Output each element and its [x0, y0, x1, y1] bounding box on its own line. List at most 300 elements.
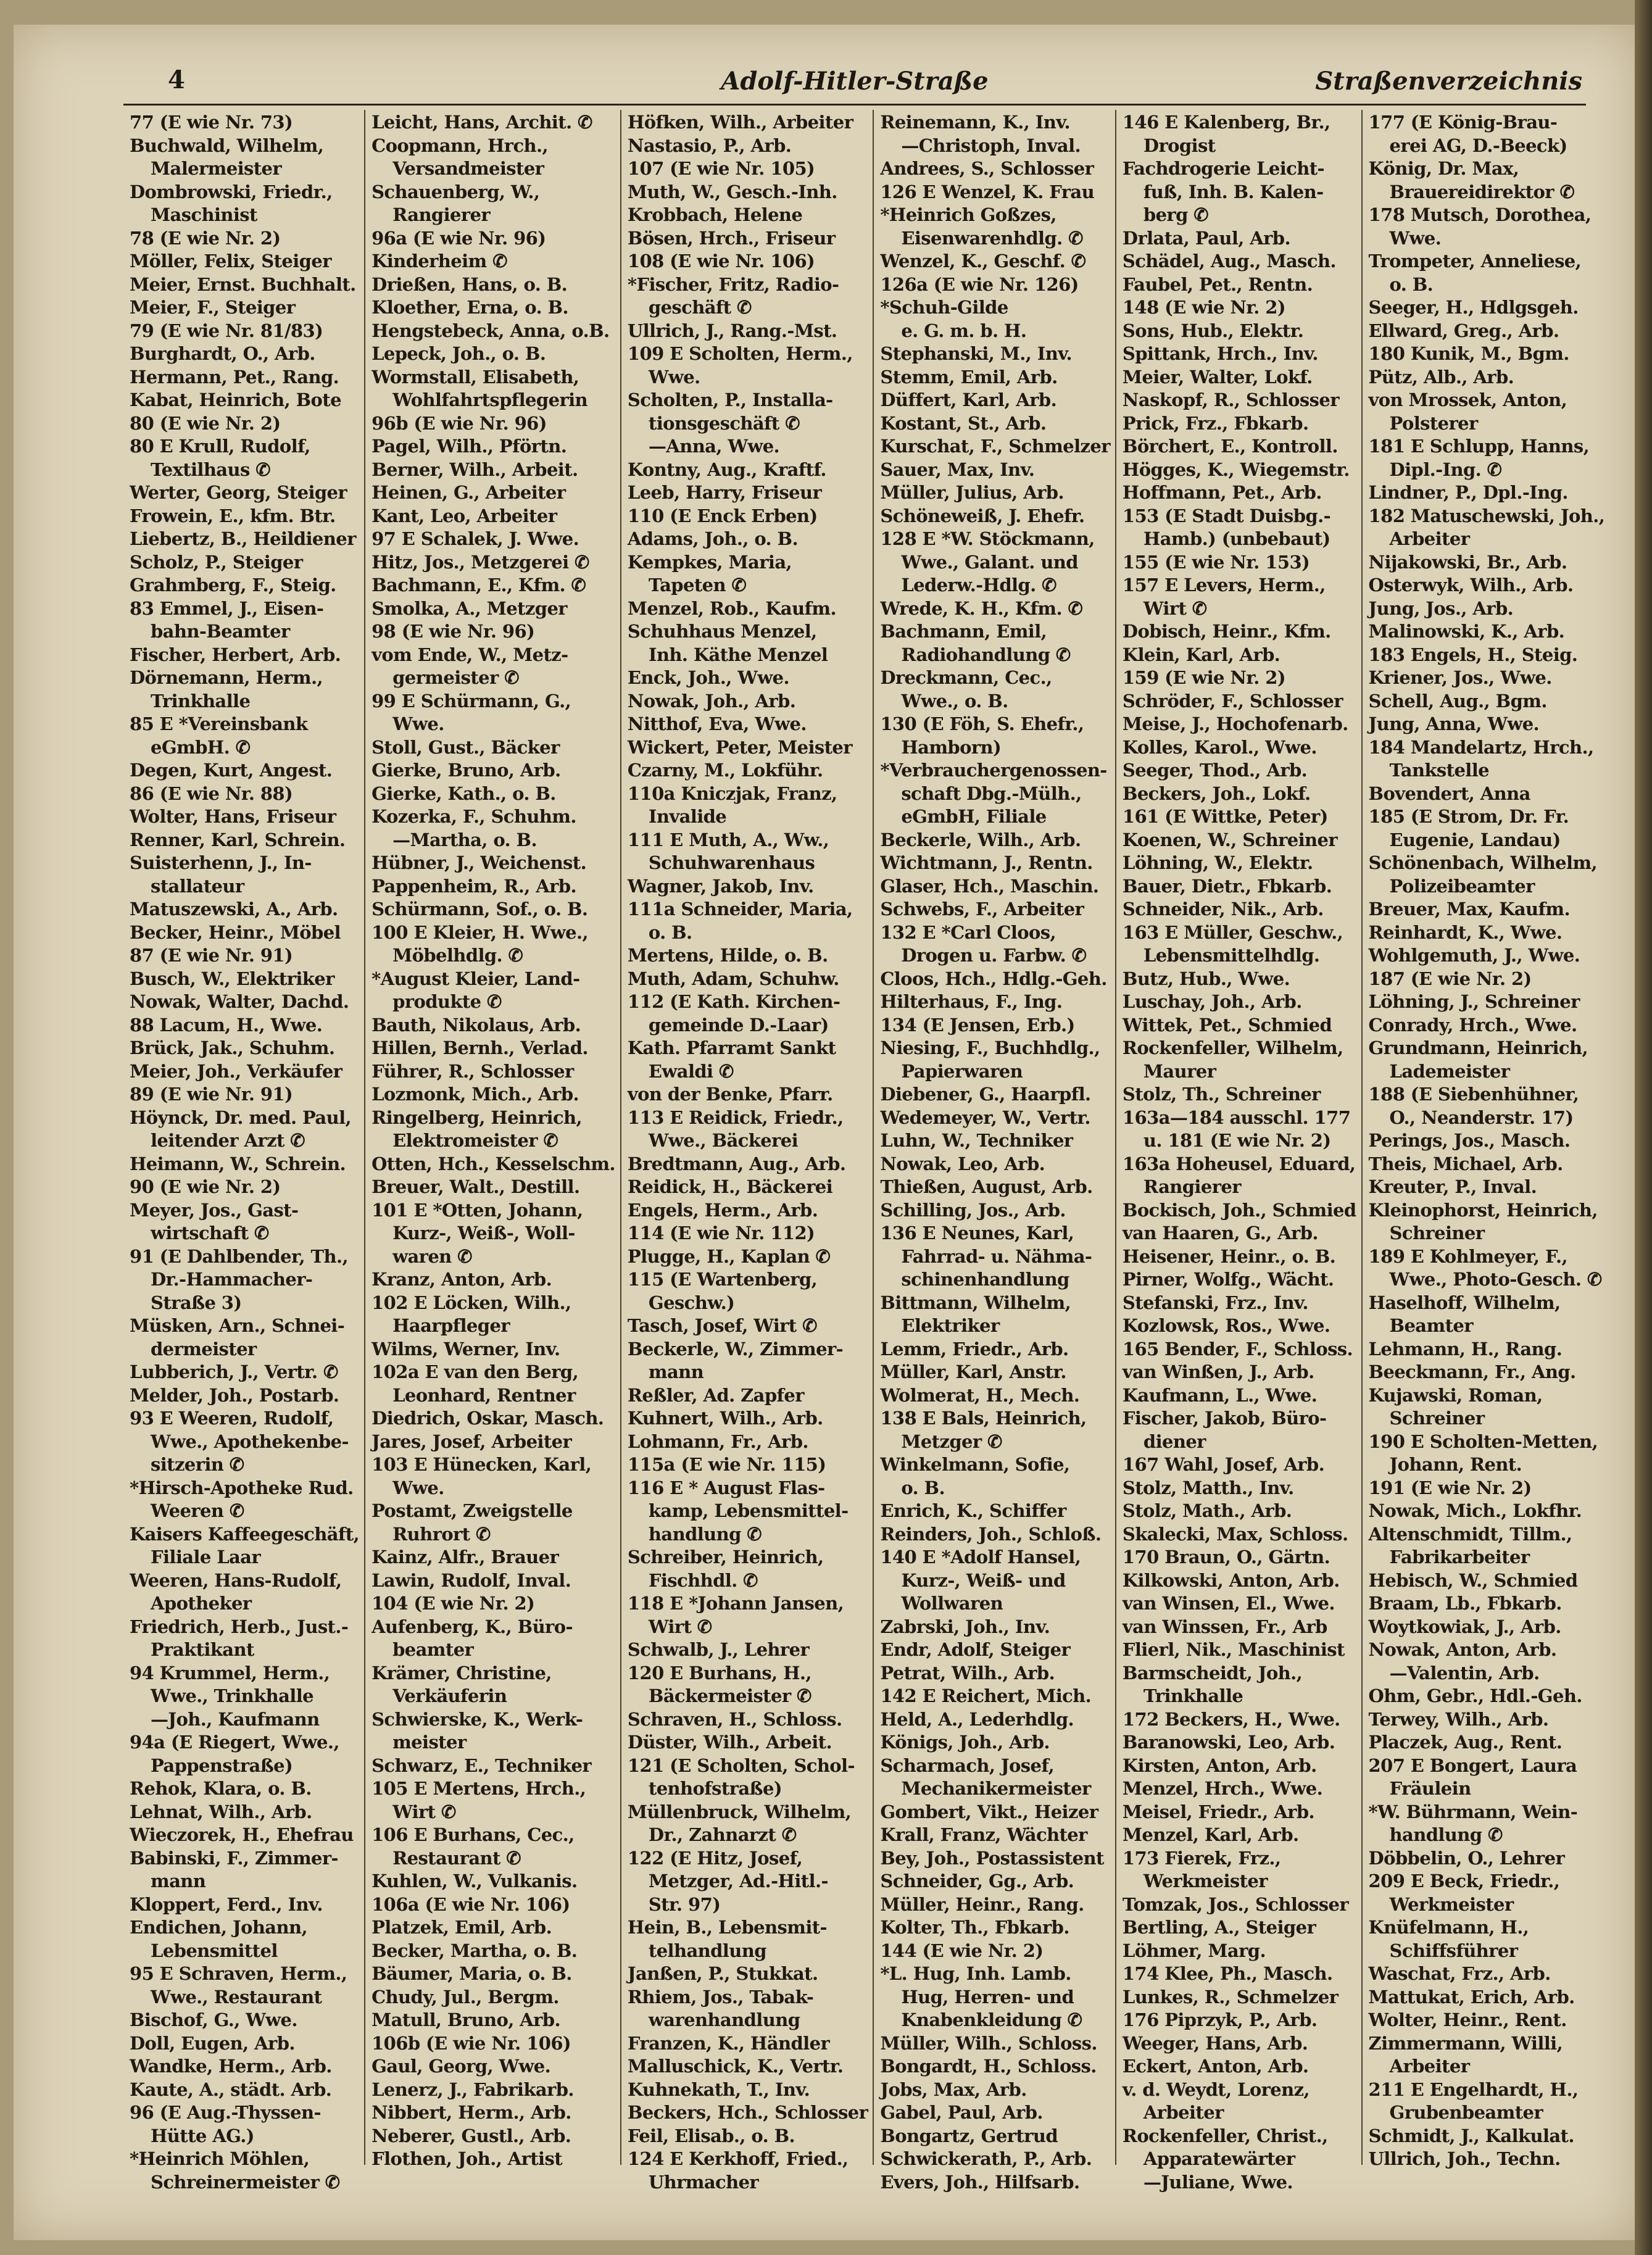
- directory-entry: Aufenberg, K., Büro-: [371, 1616, 573, 1637]
- directory-entry: 88 Lacum, H., Wwe.: [130, 1014, 323, 1036]
- directory-entry: Maschinist: [151, 204, 257, 225]
- directory-entry: Schell, Aug., Bgm.: [1368, 690, 1547, 712]
- directory-entry: —Anna, Wwe.: [648, 436, 780, 457]
- directory-entry: Wwe.: [392, 713, 444, 734]
- directory-entry: Stoll, Gust., Bäcker: [371, 736, 560, 758]
- directory-entry: Müller, Wilh., Schloss.: [880, 2032, 1097, 2054]
- directory-entry: Fachdrogerie Leicht-: [1122, 158, 1324, 179]
- directory-entry: Kreuter, P., Inval.: [1368, 1176, 1537, 1197]
- directory-entry: —Juliane, Wwe.: [1143, 2171, 1293, 2193]
- directory-entry: 89 (E wie Nr. 91): [130, 1084, 293, 1105]
- directory-entry: 180 Kunik, M., Bgm.: [1368, 343, 1569, 364]
- directory-entry: telhandlung: [648, 1940, 766, 1961]
- directory-entry: Reidick, H., Bäckerei: [627, 1176, 833, 1197]
- directory-entry: Lubberich, J., Vertr. ✆: [130, 1361, 338, 1382]
- directory-entry: 98 (E wie Nr. 96): [371, 621, 535, 642]
- directory-entry: *W. Bührmann, Wein-: [1368, 1801, 1578, 1822]
- directory-entry: Platzek, Emil, Arb.: [371, 1917, 552, 1938]
- directory-entry: Gierke, Bruno, Arb.: [371, 760, 561, 781]
- directory-entry: vom Ende, W., Metz-: [371, 644, 568, 665]
- directory-entry: Tapeten ✆: [648, 575, 747, 596]
- directory-entry: 115a (E wie Nr. 115): [627, 1454, 826, 1475]
- directory-entry: Kolter, Th., Fbkarb.: [880, 1917, 1069, 1938]
- directory-entry: Zimmermann, Willi,: [1368, 2032, 1563, 2054]
- directory-entry: Düster, Wilh., Arbeit.: [627, 1732, 832, 1753]
- directory-entry: Uhrmacher: [648, 2171, 759, 2193]
- directory-entry: Kloether, Erna, o. B.: [371, 297, 568, 318]
- directory-entry: 181 E Schlupp, Hanns,: [1368, 436, 1590, 457]
- directory-entry: Möller, Felix, Steiger: [130, 251, 331, 272]
- directory-entry: Renner, Karl, Schrein.: [130, 829, 346, 850]
- directory-entry: Rehok, Klara, o. B.: [130, 1778, 312, 1799]
- directory-entry: Malinowski, K., Arb.: [1368, 621, 1565, 642]
- directory-entry: Tankstelle: [1389, 760, 1489, 781]
- directory-entry: Luschay, Joh., Arb.: [1122, 991, 1302, 1012]
- directory-entry: 83 Emmel, J., Eisen-: [130, 597, 324, 619]
- directory-entry: Wilms, Werner, Inv.: [371, 1338, 560, 1360]
- directory-entry: van Winssen, Fr., Arb: [1122, 1616, 1327, 1637]
- directory-entry: Rangierer: [1143, 1176, 1241, 1197]
- directory-entry: 106 E Burhans, Cec.,: [371, 1824, 575, 1845]
- directory-entry: Schwebs, F., Arbeiter: [880, 899, 1084, 920]
- directory-entry: Wohlgemuth, J., Wwe.: [1368, 945, 1580, 966]
- directory-entry: Jares, Josef, Arbeiter: [371, 1431, 572, 1452]
- directory-entry: Rangierer: [392, 204, 491, 225]
- directory-entry: Reßler, Ad. Zapfer: [627, 1384, 804, 1406]
- directory-entry: Flierl, Nik., Maschinist: [1122, 1639, 1345, 1660]
- directory-entry: Müller, Julius, Arb.: [880, 482, 1064, 503]
- directory-entry: Nitthof, Eva, Wwe.: [627, 713, 807, 734]
- directory-entry: Klein, Karl, Arb.: [1122, 644, 1281, 665]
- directory-entry: 183 Engels, H., Steig.: [1368, 644, 1578, 665]
- directory-entry: Hebisch, W., Schmied: [1368, 1569, 1578, 1591]
- directory-entry: Kranz, Anton, Arb.: [371, 1269, 552, 1290]
- directory-entry: schaft Dbg.-Mülh.,: [901, 783, 1082, 804]
- directory-entry: 136 E Neunes, Karl,: [880, 1223, 1074, 1244]
- directory-entry: Lemm, Friedr., Arb.: [880, 1338, 1069, 1360]
- directory-entry: Chudy, Jul., Bergm.: [371, 1986, 559, 2008]
- directory-entry: Glaser, Hch., Maschin.: [880, 875, 1099, 897]
- directory-entry: Schönenbach, Wilhelm,: [1368, 852, 1598, 873]
- directory-entry: Kostant, St., Arb.: [880, 412, 1047, 434]
- directory-entry: Lenerz, J., Fabrikarb.: [371, 2079, 574, 2100]
- directory-entry: Pirner, Wolfg., Wächt.: [1122, 1269, 1334, 1290]
- directory-entry: Enck, Joh., Wwe.: [627, 667, 789, 688]
- directory-entry: Eugenie, Landau): [1389, 829, 1561, 850]
- directory-entry: Wolmerat, H., Mech.: [880, 1384, 1080, 1406]
- directory-entry: Dreckmann, Cec.,: [880, 667, 1052, 688]
- directory-entry: Malluschick, K., Vertr.: [627, 2056, 844, 2077]
- directory-entry: 94a (E Riegert, Wwe.,: [130, 1732, 339, 1753]
- directory-entry: 108 (E wie Nr. 106): [627, 251, 815, 272]
- directory-entry: Sauer, Max, Inv.: [880, 459, 1035, 480]
- directory-entry: Elektromeister ✆: [392, 1130, 558, 1151]
- directory-entry: v. d. Weydt, Lorenz,: [1122, 2079, 1310, 2100]
- directory-entry: Wenzel, K., Geschf. ✆: [880, 251, 1086, 272]
- directory-entry: Kilkowski, Anton, Arb.: [1122, 1569, 1340, 1591]
- directory-entry: 163a—184 ausschl. 177: [1122, 1107, 1351, 1128]
- directory-entry: 96a (E wie Nr. 96): [371, 227, 546, 249]
- directory-entry: Thießen, August, Arb.: [880, 1176, 1093, 1197]
- street-heading: Adolf-Hitler-Straße: [721, 67, 989, 96]
- directory-entry: Haarpfleger: [392, 1315, 510, 1336]
- directory-entry: gemeinde D.-Laar): [648, 1014, 829, 1036]
- directory-entry: 106a (E wie Nr. 106): [371, 1893, 570, 1915]
- directory-entry: 96 (E Aug.-Thyssen-: [130, 2102, 321, 2123]
- directory-entry: 144 (E wie Nr. 2): [880, 1940, 1044, 1961]
- directory-entry: Trompeter, Anneliese,: [1368, 251, 1582, 272]
- directory-entry: Woytkowiak, J., Arb.: [1368, 1616, 1561, 1637]
- directory-entry: Bäumer, Maria, o. B.: [371, 1963, 572, 1984]
- directory-entry: Hein, B., Lebensmit-: [627, 1917, 827, 1938]
- directory-entry: Krämer, Christine,: [371, 1662, 552, 1684]
- directory-entry: Muth, W., Gesch.-Inh.: [627, 181, 837, 202]
- directory-entry: Czarny, M., Lokführ.: [627, 760, 823, 781]
- directory-entry: Verkäuferin: [392, 1685, 507, 1706]
- directory-entry: Ullrich, J., Rang.-Mst.: [627, 320, 837, 341]
- directory-entry: Lunkes, R., Schmelzer: [1122, 1986, 1339, 2008]
- directory-entry: Ullrich, Joh., Techn.: [1368, 2148, 1561, 2169]
- directory-entry: Niesing, F., Buchhdlg.,: [880, 1037, 1100, 1058]
- directory-entry: Plugge, H., Kaplan ✆: [627, 1245, 831, 1267]
- directory-entry: 189 E Kohlmeyer, F.,: [1368, 1245, 1568, 1267]
- directory-entry: Str. 97): [648, 1893, 721, 1915]
- directory-entry: O., Neanderstr. 17): [1389, 1107, 1574, 1128]
- directory-entry: Kurz-, Weiß- und: [901, 1569, 1066, 1591]
- directory-entry: berg ✆: [1143, 204, 1208, 225]
- directory-entry: Fischer, Herbert, Arb.: [130, 644, 341, 665]
- directory-entry: Bauer, Dietr., Fbkarb.: [1122, 875, 1332, 897]
- directory-entry: Tasch, Josef, Wirt ✆: [627, 1315, 817, 1336]
- column-1: [123, 110, 365, 2193]
- directory-entry: 124 E Kerkhoff, Fried.,: [627, 2148, 849, 2169]
- directory-entry: 132 E *Carl Cloos,: [880, 921, 1056, 943]
- section-title: Straßenverzeichnis: [1315, 67, 1582, 96]
- directory-entry: Inh. Käthe Menzel: [648, 644, 828, 665]
- directory-entry: beamter: [392, 1639, 474, 1660]
- book-spine-edge: [1635, 0, 1652, 2255]
- directory-entry: Kempkes, Maria,: [627, 551, 792, 573]
- directory-entry: Fischer, Jakob, Büro-: [1122, 1408, 1327, 1429]
- directory-entry: bahn-Beamter: [151, 621, 290, 642]
- directory-entry: Straße 3): [151, 1292, 242, 1313]
- directory-entry: 178 Mutsch, Dorothea,: [1368, 204, 1592, 225]
- directory-entry: Kuhnert, Wilh., Arb.: [627, 1408, 823, 1429]
- directory-entry: handlung ✆: [1389, 1824, 1503, 1845]
- directory-entry: Franzen, K., Händler: [627, 2032, 830, 2054]
- directory-entry: 174 Klee, Ph., Masch.: [1122, 1963, 1333, 1984]
- directory-entry: warenhandlung: [648, 2009, 800, 2030]
- directory-entry: Düffert, Karl, Arb.: [880, 389, 1057, 410]
- directory-entry: 97 E Schalek, J. Wwe.: [371, 528, 579, 549]
- directory-entry: Höfken, Wilh., Arbeiter: [627, 112, 853, 133]
- directory-entry: eGmbH, Filiale: [901, 806, 1047, 827]
- directory-entry: Kuhnekath, T., Inv.: [627, 2079, 810, 2100]
- directory-entry: Textilhaus ✆: [151, 459, 270, 480]
- directory-entry: Bredtmann, Aug., Arb.: [627, 1153, 846, 1174]
- directory-entry: Mattukat, Erich, Arb.: [1368, 1986, 1575, 2008]
- directory-entry: 157 E Levers, Herm.,: [1122, 575, 1326, 596]
- directory-entry: Faubel, Pet., Rentn.: [1122, 273, 1313, 295]
- directory-entry: Filiale Laar: [151, 1547, 261, 1568]
- directory-entry: Kozlowsk, Ros., Wwe.: [1122, 1315, 1330, 1336]
- directory-entry: 110a Kniczjak, Franz,: [627, 783, 837, 804]
- directory-entry: Hütte AG.): [151, 2125, 254, 2146]
- directory-entry: 140 E *Adolf Hansel,: [880, 1547, 1081, 1568]
- directory-entry: Ewaldi ✆: [648, 1060, 734, 1082]
- directory-entry: Pütz, Alb., Arb.: [1368, 366, 1514, 388]
- directory-entry: Schreinermeister ✆: [151, 2171, 340, 2193]
- directory-entry: 101 E *Otten, Johann,: [371, 1199, 583, 1221]
- directory-entry: o. B.: [1389, 273, 1434, 295]
- directory-entry: Bachmann, E., Kfm. ✆: [371, 575, 586, 596]
- directory-entry: Högges, K., Wiegemstr.: [1122, 459, 1350, 480]
- directory-entry: 111 E Muth, A., Ww.,: [627, 829, 829, 850]
- directory-entry: Schmidt, J., Kalkulat.: [1368, 2125, 1574, 2146]
- directory-entry: 90 (E wie Nr. 2): [130, 1176, 281, 1197]
- directory-entry: Wagner, Jakob, Inv.: [627, 875, 814, 897]
- directory-entry: 182 Matuschewski, Joh.,: [1368, 505, 1605, 526]
- directory-entry: Jung, Jos., Arb.: [1368, 597, 1514, 619]
- directory-entry: Bauth, Nikolaus, Arb.: [371, 1014, 581, 1036]
- directory-entry: Dr.-Hammacher-: [151, 1269, 313, 1290]
- directory-entry: Schilling, Jos., Arb.: [880, 1199, 1066, 1221]
- directory-entry: Pappenheim, R., Arb.: [371, 875, 576, 897]
- directory-entry: Melder, Joh., Postarb.: [130, 1384, 339, 1406]
- directory-entry: Meier, Joh., Verkäufer: [130, 1060, 342, 1082]
- directory-entry: 128 E *W. Stöckmann,: [880, 528, 1095, 549]
- directory-entry: *Heinrich Goßzes,: [880, 204, 1056, 225]
- directory-entry: 115 (E Wartenberg,: [627, 1269, 818, 1290]
- directory-entry: Hengstebeck, Anna, o.B.: [371, 320, 610, 341]
- directory-entry: 146 E Kalenberg, Br.,: [1122, 112, 1330, 133]
- directory-entry: Meier, Walter, Lokf.: [1122, 366, 1313, 388]
- directory-entry: Kaisers Kaffeegeschäft,: [130, 1523, 360, 1545]
- directory-entry: 94 Krummel, Herm.,: [130, 1662, 330, 1684]
- directory-entry: Breuer, Max, Kaufm.: [1368, 899, 1570, 920]
- directory-entry: Liebertz, B., Heildiener: [130, 528, 356, 549]
- directory-entry: Werkmeister: [1389, 1893, 1514, 1915]
- directory-entry: dermeister: [151, 1338, 257, 1360]
- directory-entry: u. 181 (E wie Nr. 2): [1143, 1130, 1331, 1151]
- directory-entry: Wandke, Herm., Arb.: [130, 2056, 332, 2077]
- directory-entry: Schreiber, Heinrich,: [627, 1547, 824, 1568]
- directory-entry: Friedrich, Herb., Just.-: [130, 1616, 349, 1637]
- directory-entry: *L. Hug, Inh. Lamb.: [880, 1963, 1071, 1984]
- directory-entry: handlung ✆: [648, 1523, 762, 1545]
- directory-entry: Berner, Wilh., Arbeit.: [371, 459, 578, 480]
- directory-entry: 100 E Kleier, H. Wwe.,: [371, 921, 588, 943]
- directory-entry: Stephanski, M., Inv.: [880, 343, 1073, 364]
- directory-entry: Kant, Leo, Arbeiter: [371, 505, 557, 526]
- directory-entry: König, Dr. Max,: [1368, 158, 1519, 179]
- directory-entry: Grundmann, Heinrich,: [1368, 1037, 1588, 1058]
- directory-entry: —Joh., Kaufmann: [151, 1708, 320, 1730]
- directory-entry: Ringelberg, Heinrich,: [371, 1107, 583, 1128]
- directory-entry: Koenen, W., Schreiner: [1122, 829, 1338, 850]
- directory-entry: Fischhdl. ✆: [648, 1569, 758, 1591]
- directory-entry: Feil, Elisab., o. B.: [627, 2125, 795, 2146]
- directory-entry: van Winsen, El., Wwe.: [1122, 1593, 1335, 1614]
- directory-entry: 118 E *Johann Jansen,: [627, 1593, 844, 1614]
- directory-entry: Metzger ✆: [901, 1431, 1002, 1452]
- directory-entry: Weeren, Hans-Rudolf,: [130, 1569, 342, 1591]
- directory-entry: Polizeibeamter: [1389, 875, 1535, 897]
- directory-entry: Lebensmittel: [151, 1940, 278, 1961]
- directory-entry: Placzek, Aug., Rent.: [1368, 1732, 1563, 1753]
- directory-entry: Weeger, Hans, Arb.: [1122, 2032, 1308, 2054]
- directory-entry: Trinkhalle: [1143, 1685, 1243, 1706]
- directory-entry: Reinhardt, K., Wwe.: [1368, 921, 1563, 943]
- directory-entry: van Winßen, J., Arb.: [1122, 1361, 1314, 1382]
- directory-entry: Schreiner: [1389, 1408, 1485, 1429]
- directory-entry: Schwierske, K., Werk-: [371, 1708, 583, 1730]
- directory-entry: Beckerle, Wilh., Arb.: [880, 829, 1081, 850]
- directory-entry: 148 (E wie Nr. 2): [1122, 297, 1286, 318]
- directory-entry: Wrede, K. H., Kfm. ✆: [880, 597, 1083, 619]
- directory-entry: 106b (E wie Nr. 106): [371, 2032, 571, 2054]
- directory-entry: Knabenkleidung ✆: [901, 2009, 1082, 2030]
- directory-entry: Andrees, S., Schlosser: [880, 158, 1094, 179]
- directory-entry: Polsterer: [1389, 412, 1478, 434]
- directory-entry: Winkelmann, Sofie,: [880, 1454, 1070, 1475]
- directory-entry: Kaufmann, L., Wwe.: [1122, 1384, 1318, 1406]
- directory-entry: Altenschmidt, Tillm.,: [1368, 1523, 1572, 1545]
- directory-entry: Engels, Herm., Arb.: [627, 1199, 818, 1221]
- directory-entry: *Verbrauchergenossen-: [880, 760, 1107, 781]
- directory-entry: Kath. Pfarramt Sankt: [627, 1037, 836, 1058]
- directory-entry: 188 (E Siebenhühner,: [1368, 1084, 1579, 1105]
- directory-entry: 161 (E Wittke, Peter): [1122, 806, 1328, 827]
- directory-entry: Butz, Hub., Wwe.: [1122, 968, 1290, 989]
- directory-entry: Führer, R., Schlosser: [371, 1060, 574, 1082]
- directory-entry: Nowak, Mich., Lokfhr.: [1368, 1500, 1582, 1521]
- directory-entry: kamp, Lebensmittel-: [648, 1500, 849, 1521]
- directory-entry: Bongartz, Gertrud: [880, 2125, 1058, 2146]
- directory-entry: Wormstall, Elisabeth,: [371, 366, 579, 388]
- directory-entry: Lademeister: [1389, 1060, 1510, 1082]
- directory-entry: 163a Hoheusel, Eduard,: [1122, 1153, 1356, 1174]
- directory-entry: Knüfelmann, H.,: [1368, 1917, 1529, 1938]
- directory-entry: Hamborn): [901, 736, 1002, 758]
- directory-entry: Invalide: [648, 806, 727, 827]
- directory-entry: Müller, Karl, Anstr.: [880, 1361, 1066, 1382]
- directory-entry: 114 (E wie Nr. 112): [627, 1223, 815, 1244]
- directory-entry: Diebener, G., Haarpfl.: [880, 1084, 1091, 1105]
- directory-entry: Trinkhalle: [151, 690, 251, 712]
- directory-entry: Hamb.) (unbebaut): [1143, 528, 1330, 549]
- directory-entry: 120 E Burhans, H.,: [627, 1662, 811, 1684]
- directory-entry: Möbelhdlg. ✆: [392, 945, 523, 966]
- directory-entry: Bösen, Hrch., Friseur: [627, 227, 836, 249]
- page-number: 4: [168, 65, 185, 94]
- directory-entry: Nijakowski, Br., Arb.: [1368, 551, 1567, 573]
- directory-entry: Endichen, Johann,: [130, 1917, 307, 1938]
- directory-entry: Drogen u. Farbw. ✆: [901, 945, 1087, 966]
- directory-entry: *Fischer, Fritz, Radio-: [627, 273, 839, 295]
- directory-entry: Tomzak, Jos., Schlosser: [1122, 1893, 1349, 1915]
- directory-entry: 130 (E Föh, S. Ehefr.,: [880, 713, 1084, 734]
- directory-entry: Johann, Rent.: [1389, 1454, 1522, 1475]
- directory-entry: Schuhwarenhaus: [648, 852, 815, 873]
- directory-entry: Lindner, P., Dpl.-Ing.: [1368, 482, 1568, 503]
- directory-entry: tionsgeschäft ✆: [648, 412, 800, 434]
- directory-entry: Coopmann, Hrch.,: [371, 135, 548, 156]
- directory-entry: tenhofstraße): [648, 1778, 782, 1799]
- directory-entry: Bäckermeister ✆: [648, 1685, 811, 1706]
- directory-entry: diener: [1143, 1431, 1206, 1452]
- directory-entry: 105 E Mertens, Hrch.,: [371, 1778, 586, 1799]
- directory-entry: Wwe.: [1389, 227, 1442, 249]
- directory-entry: leitender Arzt ✆: [151, 1130, 305, 1151]
- directory-entry: Barmscheidt, Joh.,: [1122, 1662, 1303, 1684]
- directory-entry: Weeren ✆: [151, 1500, 244, 1521]
- directory-entry: sitzerin ✆: [151, 1454, 244, 1475]
- directory-entry: Drogist: [1143, 135, 1216, 156]
- directory-entry: 138 E Bals, Heinrich,: [880, 1408, 1087, 1429]
- directory-entry: 86 (E wie Nr. 88): [130, 783, 293, 804]
- directory-entry: Heinen, G., Arbeiter: [371, 482, 566, 503]
- directory-entry: *August Kleier, Land-: [371, 968, 580, 989]
- directory-entry: Kainz, Alfr., Brauer: [371, 1547, 559, 1568]
- directory-entry: Arbeiter: [1389, 2056, 1470, 2077]
- directory-entry: 109 E Scholten, Herm.,: [627, 343, 853, 364]
- directory-entry: Bongardt, H., Schloss.: [880, 2056, 1097, 2077]
- directory-entry: Königs, Joh., Arb.: [880, 1732, 1050, 1753]
- directory-entry: Wichtmann, J., Rentn.: [880, 852, 1093, 873]
- directory-entry: Bovendert, Anna: [1368, 783, 1530, 804]
- directory-entry: Dobisch, Heinr., Kfm.: [1122, 621, 1331, 642]
- directory-entry: Werkmeister: [1143, 1871, 1268, 1892]
- directory-entry: Wirt ✆: [648, 1616, 712, 1637]
- directory-entry: Lohmann, Fr., Arb.: [627, 1431, 808, 1452]
- directory-entry: 126a (E wie Nr. 126): [880, 273, 1079, 295]
- directory-entry: Evers, Joh., Hilfsarb.: [880, 2171, 1080, 2193]
- directory-entry: Schraven, H., Schloss.: [627, 1708, 842, 1730]
- directory-entry: Schwickerath, P., Arb.: [880, 2148, 1092, 2169]
- directory-entry: Grahmberg, F., Steig.: [130, 575, 336, 596]
- directory-entry: Wwe., o. B.: [901, 690, 1008, 712]
- directory-entry: Hilterhaus, F., Ing.: [880, 991, 1063, 1012]
- directory-entry: Schröder, F., Schlosser: [1122, 690, 1343, 712]
- directory-entry: 142 E Reichert, Mich.: [880, 1685, 1092, 1706]
- directory-entry: Kinderheim ✆: [371, 251, 507, 272]
- directory-entry: mann: [151, 1871, 206, 1892]
- directory-entry: Dombrowski, Friedr.,: [130, 181, 333, 202]
- directory-entry: Kolles, Karol., Wwe.: [1122, 736, 1317, 758]
- directory-entry: Löhning, J., Schreiner: [1368, 991, 1580, 1012]
- directory-entry: 110 (E Enck Erben): [627, 505, 818, 526]
- directory-entry: Döbbelin, O., Lehrer: [1368, 1847, 1565, 1869]
- directory-entry: 80 E Krull, Rudolf,: [130, 436, 310, 457]
- directory-entry: Stemm, Emil, Arb.: [880, 366, 1058, 388]
- directory-entry: Beckers, Joh., Lokf.: [1122, 783, 1311, 804]
- directory-entry: Wwe., Galant. und: [901, 551, 1078, 573]
- directory-entry: Meisel, Friedr., Arb.: [1122, 1801, 1315, 1822]
- directory-entry: Malermeister: [151, 158, 282, 179]
- directory-entry: Metzger, Ad.-Hitl.-: [648, 1871, 828, 1892]
- directory-entry: Waschat, Frz., Arb.: [1368, 1963, 1551, 1984]
- directory-entry: Hermann, Pet., Rang.: [130, 366, 339, 388]
- directory-entry: Burghardt, O., Arb.: [130, 343, 315, 364]
- header-rule: [123, 104, 1586, 106]
- directory-entry: Müllenbruck, Wilhelm,: [627, 1801, 852, 1822]
- directory-entry: Ruhrort ✆: [392, 1523, 491, 1545]
- directory-entry: Breuer, Walt., Destill.: [371, 1176, 580, 1197]
- directory-entry: 185 (E Strom, Dr. Fr.: [1368, 806, 1569, 827]
- directory-entry: Fräulein: [1389, 1778, 1471, 1799]
- directory-entry: 207 E Bongert, Laura: [1368, 1755, 1577, 1776]
